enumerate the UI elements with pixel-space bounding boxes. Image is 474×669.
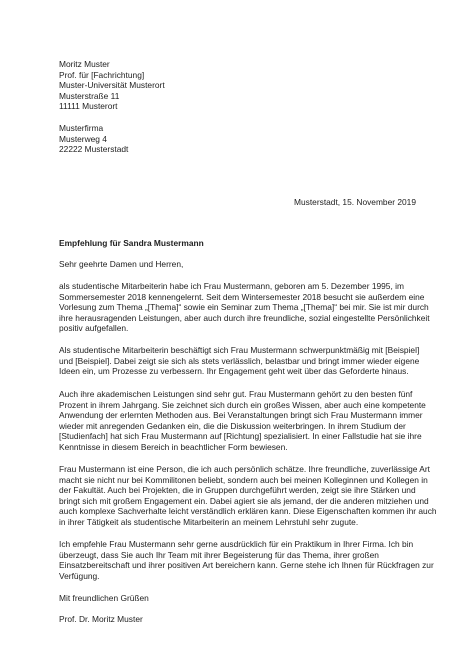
body-paragraph-2 <box>59 345 421 377</box>
recipient-city: 22222 Musterstadt <box>59 144 129 155</box>
paragraph-line: Sommersemester 2018 kennengelernt. Seit dem Wintersemester 2018 besucht sie außerdem eine <box>59 291 425 302</box>
sender-city: 11111 Musterort <box>59 101 118 112</box>
letter-date: Musterstadt, 15. November 2019 <box>294 197 416 207</box>
paragraph-line: in ihrer Tätigkeit als studentische Mitarbeiterin an meinem Lehrstuhl sehr zugute. <box>59 516 359 527</box>
paragraph-line: Kenntnisse in diesem Bereich in beachtlicher Form bewiesen. <box>59 441 288 452</box>
sender-institution: Muster-Universität Musterort <box>59 80 165 91</box>
letter-subject: Empfehlung für Sandra Mustermann <box>59 238 204 248</box>
paragraph-line: als studentische Mitarbeiterin habe ich Frau Mustermann, geboren am 5. Dezember 1995, im <box>59 281 404 291</box>
sender-name: Moritz Muster <box>59 59 110 69</box>
letter-closing: Mit freundlichen Grüßen <box>59 593 149 603</box>
body-paragraph-4 <box>59 464 437 528</box>
paragraph-line: auch komplexe Sachverhalte leicht verständlich erklären kann. Diese Eigenschaften kommen ihr auch <box>59 506 437 517</box>
paragraph-line: wieder mit anregenden Gedanken ein, die die Diskussion weiterbringen. In ihrem Studium der <box>59 420 406 431</box>
paragraph-line: Prozent in ihrem Jahrgang. Sie zeichnet sich durch ein großes Wissen, aber auch eine kompetente <box>59 399 426 410</box>
paragraph-line: positiv aufgefallen. <box>59 323 129 334</box>
paragraph-line: Als studentische Mitarbeiterin beschäftigt sich Frau Mustermann schwerpunktmäßig mit [Beispiel] <box>59 345 420 355</box>
body-paragraph-3 <box>59 389 426 453</box>
paragraph-line: Verfügung. <box>59 570 100 581</box>
paragraph-line: [Studienfach] hat sich Frau Mustermann auf [Richtung] spezialisiert. In einer Fallstudie hat sie ihre <box>59 431 422 442</box>
sender-street: Musterstraße 11 <box>59 90 120 101</box>
sender-title: Prof. für [Fachrichtung] <box>59 69 145 80</box>
paragraph-line: überzeugt, dass Sie auch Ihr Team mit ihrer Begeisterung für das Thema, ihrer großen <box>59 549 379 560</box>
paragraph-line: Einsatzbereitschaft und ihrer positiven Art bereichern kann. Gerne stehe ich Ihnen für Rückfragen zur <box>59 560 434 571</box>
paragraph-line: und [Beispiel]. Dabei zeigt sie sich als stets verlässlich, belastbar und bringt immer wieder eigene <box>59 355 420 366</box>
paragraph-line: Frau Mustermann ist eine Person, die ich auch persönlich schätze. Ihre freundliche, zuverlässige Art <box>59 464 431 474</box>
paragraph-line: Vorlesung zum Thema „[Thema]“ sowie ein Seminar zum Thema „[Thema]“ bei mir. Sie ist mir durch <box>59 302 429 313</box>
sender-address <box>59 59 421 112</box>
body-paragraph-1 <box>59 281 430 334</box>
letter-salutation: Sehr geehrte Damen und Herren, <box>59 259 184 269</box>
paragraph-line: Ideen ein, um Prozesse zu verbessern. Ihr Engagement geht weit über das Geforderte hinaus. <box>59 366 409 377</box>
paragraph-line: Anwendung der erlernten Methoden aus. Bei Veranstaltungen bringt sich Frau Mustermann immer <box>59 410 423 421</box>
paragraph-line: macht sie nicht nur bei Kommilitonen beliebt, sondern auch bei meinen Kolleginnen und Kollegen in <box>59 474 428 485</box>
recipient-address <box>59 123 421 155</box>
recipient-street: Musterweg 4 <box>59 133 107 144</box>
letter-signature: Prof. Dr. Moritz Muster <box>59 614 143 624</box>
paragraph-line: Ich empfehle Frau Mustermann sehr gerne ausdrücklich für ein Praktikum in Ihrer Firma. Ich bin <box>59 539 414 549</box>
paragraph-line: der Fakultät. Auch bei Projekten, die in Gruppen durchgeführt werden, zeigt sie ihre Stärken und <box>59 485 416 496</box>
recipient-company: Musterfirma <box>59 123 104 133</box>
paragraph-line: Auch ihre akademischen Leistungen sind sehr gut. Frau Mustermann gehört zu den besten fünf <box>59 389 413 399</box>
body-paragraph-5 <box>59 539 434 581</box>
paragraph-line: bringt sich mit großem Engagement ein. Dabei agiert sie als jemand, der die anderen mitziehen und <box>59 495 429 506</box>
paragraph-line: ihre herausragenden Leistungen, aber auch durch ihre freundliche, sozial eingestellte Persönlichkeit <box>59 312 430 323</box>
